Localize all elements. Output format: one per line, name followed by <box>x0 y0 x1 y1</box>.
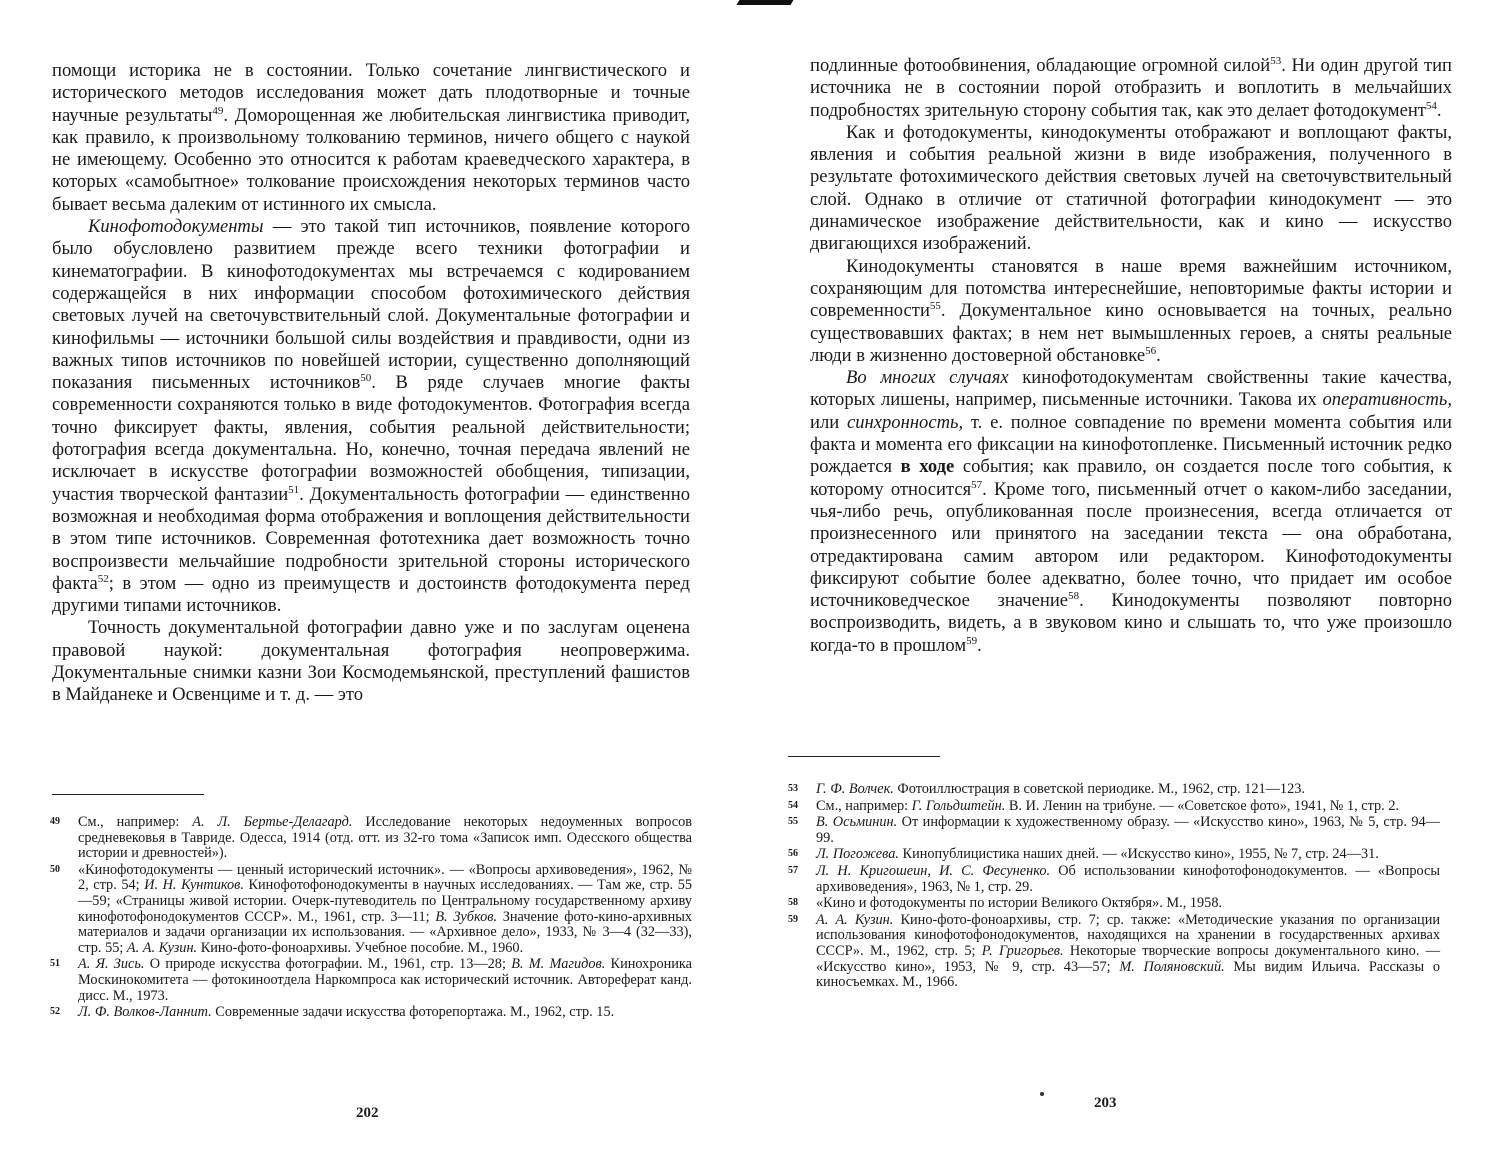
footnote-text: Кино-фото-фоноархивы, стр. 7; ср. также: «Методические указания по организации использования кинофотофонодокументов, находящихся на хранении в государственных архивах СССР». М., 1962, стр. 5; <box>816 911 1440 959</box>
footnote-text: См., например: <box>816 797 912 814</box>
footnote-text: Об использовании кинофотофонодокументов. — «Вопросы архивоведения», 1963, № 1, стр. 29. <box>816 862 1440 895</box>
right-p4-text: . Кроме того, письменный отчет о каком-либо заседании, чья-либо речь, опубликованная после произнесения, всегда отличается от произнесенного или принятого на заседании текста — она обработана, отредактирована самим автором или редактором. Кинофотодокументы фиксируют событие более адекватно, более точно, что придает им особое источниковедческое значение <box>810 478 1452 612</box>
right-p1-tail: . Ни один другой тип источника не в состоянии порой отобразить и воплотить в мельчайших подробностях зрительную сторону события так, как это делает фотодокумент <box>810 55 1452 121</box>
left-p2-mid: . В ряде случаев многие факты современности сохраняются только в виде фотодокументов. Фотография всегда точно фиксирует факты, явления, события реальной действительности; фотография всегда документальна. Но, конечно, точная передача явлений не исключает в искусстве фотографии возможностей обобщения, типизации, участия творческой фантазии <box>52 372 691 505</box>
left-footnotes <box>50 815 692 1022</box>
left-footnote-rule <box>52 794 204 795</box>
right-p4-text: т. е. полное совпадение по времени момента события или факта и момента его фиксации на кинофотопленке. Письменный источник редко рождается <box>810 411 1452 478</box>
left-p2-tail: ; в этом — одно из преимуществ и достоинств фотодокумента перед другими типами источников. <box>52 572 690 617</box>
footnote-ref-59[interactable]: 59 <box>966 634 978 647</box>
page-number: 202 <box>356 1105 379 1121</box>
footnote-ref-55[interactable]: 55 <box>929 300 941 313</box>
footnote-number: 58 <box>788 897 798 909</box>
footnote-text: Некоторые творческие вопросы документального кино. — «Искусство кино», 1953, № 9, стр. 43—57; <box>816 942 1440 975</box>
right-footnote-rule <box>788 756 940 757</box>
right-p4-emph: Во многих случаях <box>846 367 1009 389</box>
footnote-number: 52 <box>50 1006 60 1018</box>
footnote-ref-57[interactable]: 57 <box>971 478 983 491</box>
right-paragraph-1: подлинные фотообвинения, обладающие огромной силой$^{53}$. Ни один другой тип источника не в состоянии порой отобразить и воплотить в мельчайших подробностях зрительную сторону события так, как это делает фотодокумент$^{54}$. <box>810 54 1452 121</box>
right-page <box>748 0 1497 1156</box>
footnote-author: И. Н. Кунтиков. <box>144 877 244 894</box>
footnote-number: 49 <box>50 816 60 827</box>
footnote-55 <box>788 815 1440 846</box>
footnote-text: Современные задачи искусства фоторепортажа. М., 1962, стр. 15. <box>211 1004 615 1021</box>
footnote-49 <box>50 815 692 862</box>
footnote-ref-54[interactable]: 54 <box>1425 99 1437 112</box>
footnote-text: От информации к художественному образу. — «Искусство кино», 1963, № 5, стр. 94—99. <box>816 814 1440 846</box>
footnote-author: Г. Гольдштейн. <box>911 797 1006 814</box>
right-body-text <box>810 55 1452 657</box>
footnote-author: Г. Ф. Волчек. <box>816 781 894 797</box>
footnote-author: А. Я. Зись. <box>78 956 145 973</box>
footnote-text: Кинофотофонодокументы в научных исследованиях. — Там же, стр. 55—59; «Страницы живой истории. Очерк-путеводитель по Центральному государственному архиву кинофотофонодокументов СССР». М., 1961, стр. 3—11; <box>78 877 692 925</box>
footnote-author: А. А. Кузин. <box>816 911 894 928</box>
footnote-author: М. Поляновский. <box>1119 958 1225 975</box>
footnote-text: Мы видим Ильича. Рассказы о киносъемках. М., 1966. <box>816 958 1440 991</box>
footnote-number: 56 <box>788 848 798 860</box>
footnote-text: Кино-фото-фоноархивы. Учебное пособие. М., 1960. <box>197 939 524 956</box>
footnote-author: Л. Ф. Волков-Ланнит. <box>78 1004 212 1021</box>
left-paragraph-2 <box>52 216 690 617</box>
right-paragraph-2 <box>810 122 1452 256</box>
footnote-number: 57 <box>788 864 798 876</box>
footnote-ref-51[interactable]: 51 <box>288 483 300 496</box>
footnote-number: 51 <box>50 958 60 970</box>
left-p2-text: — это такой тип источников, появление которого было обусловлено развитием прежде всего техники фотографии и кинематографии. В кинофотодокументах мы встречаемся с кодированием содержащейся в них информации способом фотохимического действия световых лучей на светочувствительный слой. Документальные фотографии и кинофильмы — источники большой силы воздействия и правдивости, одни из важных типов источников по новейшей истории, существенно дополняющий показания письменных источников <box>52 216 690 394</box>
footnote-text: «Кинофотодокументы — ценный исторический источник». — «Вопросы архивоведения», 1962, № 2, стр. 54; <box>78 861 692 894</box>
footnote-text: Значение фото-кино-архивных материалов и задачи организации их использования. — «Архивное дело», 1933, № 3—4 (32—33), стр. 55; <box>78 908 693 956</box>
footnote-author: Л. Погожева. <box>816 846 899 863</box>
footnote-text: Исследование некоторых недоуменных вопросов средневековья в Тавриде. Одесса, 1914 (отд. отт. из 32-го тома «Записок имп. Одесского общества истории и древностей»). <box>78 814 692 862</box>
footnote-ref-50[interactable]: 50 <box>360 371 372 384</box>
footnote-58 <box>788 896 1440 912</box>
footnote-text: О природе искусства фотографии. М., 1961, стр. 13—28; <box>144 956 512 973</box>
footnote-53 <box>788 782 1440 798</box>
left-body-text <box>52 60 690 707</box>
footnote-50 <box>50 863 692 957</box>
footnote-number: 55 <box>788 816 798 828</box>
left-p3-text: Точность документальной фотографии давно уже и по заслугам оценена правовой наукой: документальная фотография неопровержима. Документальные снимки казни Зои Космодемьянской, преступлений фашистов в Майданеке и Освенциме и т. д. — это <box>52 617 690 706</box>
right-p4-text: . Кинодокументы позволяют повторно воспроизводить, видеть, а в звуковом кино и слышать то, что уже произошло когда-то в прошлом <box>810 590 1453 656</box>
footnote-54 <box>788 799 1440 815</box>
right-p4-text: события; как правило, он создается после того события, к которому относится <box>810 456 1453 500</box>
footnote-51 <box>50 957 692 1004</box>
left-paragraph-3 <box>52 617 690 706</box>
footnote-number: 50 <box>50 863 60 875</box>
right-p4-bold: в ходе <box>900 456 955 478</box>
right-p4-emph: синхронность, <box>846 411 964 433</box>
right-p4-text: кинофотодокументам свойственны такие качества, которых лишены, например, письменные источники. Такова их <box>810 367 1452 411</box>
footnote-text: Кинохроника Москинокомитета — фотокиноотдела Наркомпроса как исторический источник. Автореферат канд. дисс. М., 1973. <box>78 956 693 1004</box>
footnote-ref-49[interactable]: 49 <box>212 104 224 117</box>
footnote-author: В. Зубков. <box>435 908 498 925</box>
right-p4-text: или <box>810 411 847 433</box>
footnote-author: Р. Григорьев. <box>981 942 1064 959</box>
page-number: 203 <box>1094 1095 1117 1111</box>
footnote-text: В. И. Ленин на трибуне. — «Советское фото», 1941, № 1, стр. 2. <box>1005 797 1400 814</box>
right-p3-text: Кинодокументы становятся в наше время важнейшим источником, сохраняющим для потомства интереснейшие, неповторимые факты истории и современности <box>810 255 1452 322</box>
right-p3-tail: . Документальное кино основывается на точных, реально существовавших фактах; в нем нет вымышленных героев, а сняты реальные люди в жизненно достоверной обстановке <box>810 300 1452 366</box>
footnote-number: 54 <box>788 799 798 811</box>
right-p1-text: подлинные фотообвинения, обладающие огромной силой <box>810 55 1271 76</box>
left-page <box>0 0 748 1156</box>
footnote-ref-53[interactable]: 53 <box>1270 54 1282 67</box>
footnote-57 <box>788 864 1440 895</box>
footnote-author: А. Л. Бертье-Делагард. <box>192 814 353 830</box>
footnote-59 <box>788 913 1440 991</box>
footnote-author: Л. Н. Кригошеин, И. С. Фесуненко. <box>816 862 1051 879</box>
right-paragraph-4: Во многих случаях кинофотодокументам свойственны такие качества, которых лишены, например, письменные источники. Такова их оперативность, или синхронность, т. е. полное совпадение по времени момента события или факта и момента его фиксации на кинофотопленке. Письменный источник редко рождается в ходе события; как правило, он создается после того события, к которому относится$^{57}$. Кроме того, письменный отчет о каком-либо заседании, чья-либо речь, опубликованная после произнесения, всегда отличается от произнесенного или принятого на заседании текста — она обработана, отредактирована самим автором или редактором. Кинофотодокументы фиксируют событие более адекватно, более точно, что придает им особое источниковедческое значение$^{58}$. Кинодокументы позволяют повторно воспроизводить, видеть, а в звуковом кино и слышать то, что уже произошло когда-то в прошлом$^{59}$. <box>810 367 1453 656</box>
footnote-56 <box>788 847 1440 863</box>
footnote-text: Фотоиллюстрация в советской периодике. М., 1962, стр. 121—123. <box>893 781 1305 797</box>
footnote-ref-52[interactable]: 52 <box>97 572 109 585</box>
right-footnotes <box>788 782 1440 992</box>
left-p2-mid2: . Документальность фотографии — единственно возможная и необходимая форма отображения и воплощения действительности в этом типе источников. Современная фототехника дает возможность точно воспроизвести мельчайшие подробности зрительной стороны исторического факта <box>52 483 690 594</box>
footnote-ref-58[interactable]: 58 <box>1068 589 1080 602</box>
footnote-text: Кинопублицистика наших дней. — «Искусство кино», 1955, № 7, стр. 24—31. <box>898 846 1379 863</box>
footnote-text: «Кино и фотодокументы по истории Великого Октября». М., 1958. <box>816 895 1223 912</box>
footnote-text: См., например: <box>78 814 193 830</box>
left-p2-term: Кинофотодокументы <box>88 216 264 238</box>
footnote-author: В. М. Магидов. <box>511 956 606 973</box>
right-p4-emph: оперативность, <box>1322 389 1452 411</box>
footnote-author: В. Осьминин. <box>816 814 898 831</box>
footnote-ref-56[interactable]: 56 <box>1145 344 1157 357</box>
left-p1-text: помощи историка не в состоянии. Только сочетание лингвистического и исторического методов исследования может дать плодотворные и точные научные результаты <box>52 60 690 126</box>
right-p2-text: Как и фотодокументы, кинодокументы отображают и воплощают факты, явления и события реальной жизни в виде изображения, полученного в результате фотохимического действия световых лучей на светочувствительный слой. Однако в отличие от статичной фотографии кинодокумент — это динамическое изображение действительности, как и кино — искусство двигающихся изображений. <box>810 121 1452 255</box>
footnote-number: 53 <box>788 783 798 794</box>
right-paragraph-3: Кинодокументы становятся в наше время важнейшим источником, сохраняющим для потомства интереснейшие, неповторимые факты истории и современности$^{55}$. Документальное кино основывается на точных, реально существовавших фактах; в нем нет вымышленных героев, а сняты реальные люди в жизненно достоверной обстановке$^{56}$. <box>810 255 1452 366</box>
left-p1-tail: . Доморощенная же любительская лингвистика приводит, как правило, к произвольному толкованию терминов, ничего общего с наукой не имеющему. Особенно это относится к работам краеведческого характера, в которых «самобытное» толкование происхождения некоторых терминов часто бывает весьма далеким от истинного их смысла. <box>52 104 690 215</box>
left-paragraph-1 <box>52 60 690 216</box>
footnote-number: 59 <box>788 913 798 925</box>
footnote-author: А. А. Кузин. <box>126 939 198 956</box>
footnote-52 <box>50 1005 692 1021</box>
